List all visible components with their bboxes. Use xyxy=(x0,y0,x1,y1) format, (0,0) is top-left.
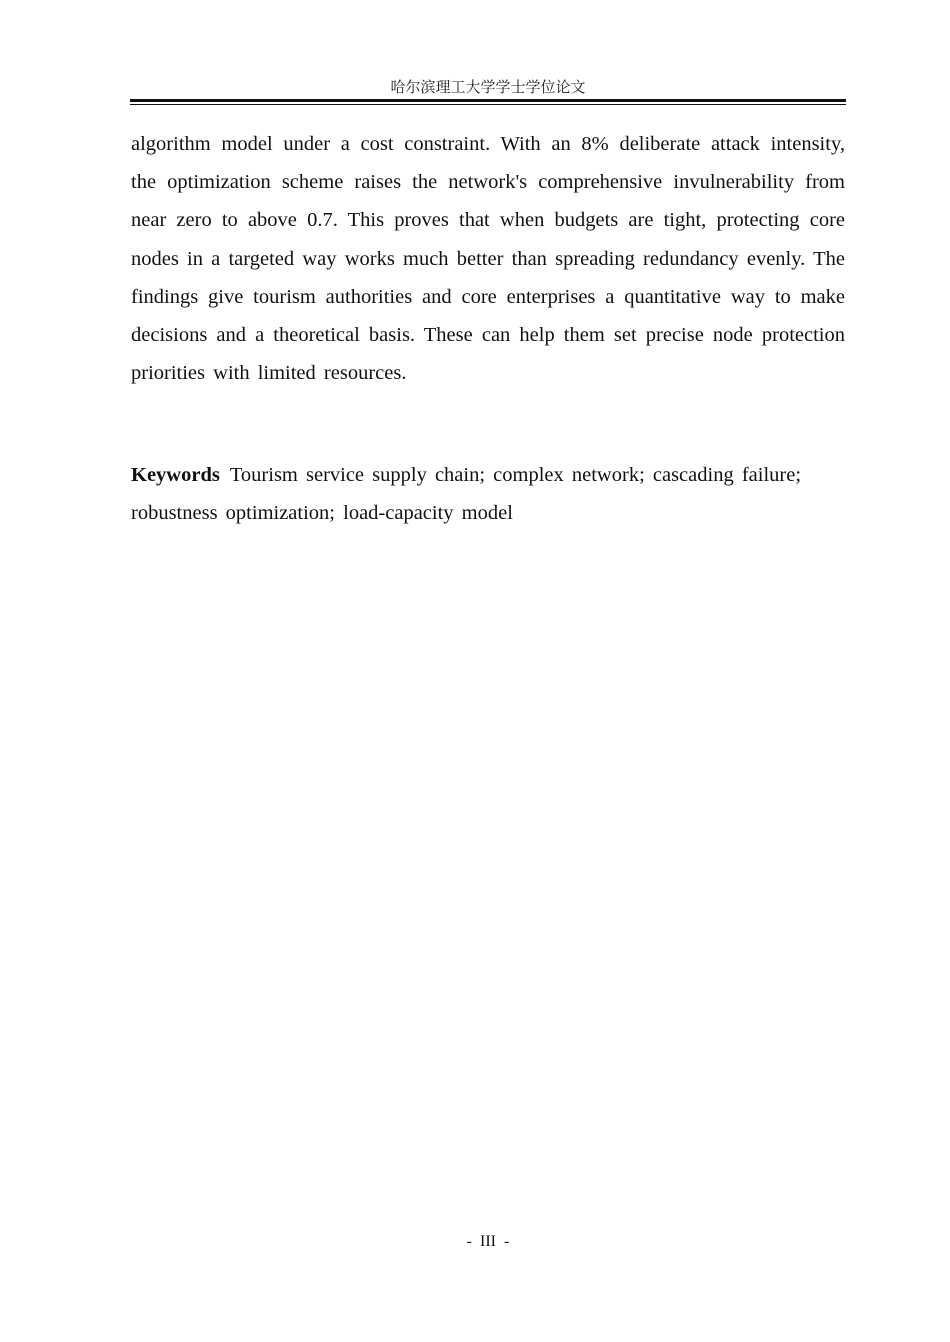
keywords-block xyxy=(131,456,821,532)
keywords-text: Tourism service supply chain; complex network; cascading failure; robustness optimization; load-capacity model xyxy=(131,464,802,525)
running-header: 哈尔滨理工大学学士学位论文 xyxy=(390,80,586,96)
abstract-paragraph: algorithm model under a cost constraint. With an 8% deliberate attack intensity, the optimization scheme raises the network's comprehensive invulnerability from near zero to above 0.7. This proves that when budgets are tight, protecting core nodes in a targeted way works much better than spreading redundancy evenly. The findings give tourism authorities and core enterprises a quantitative way to make decisions and a theoretical basis. These can help them set precise node protection priorities with limited resources. xyxy=(131,133,845,385)
header-rule-thick xyxy=(130,99,846,102)
keywords-label: Keywords xyxy=(131,464,220,486)
header-rule-thin xyxy=(130,104,846,105)
page-number: - III - xyxy=(466,1233,510,1250)
